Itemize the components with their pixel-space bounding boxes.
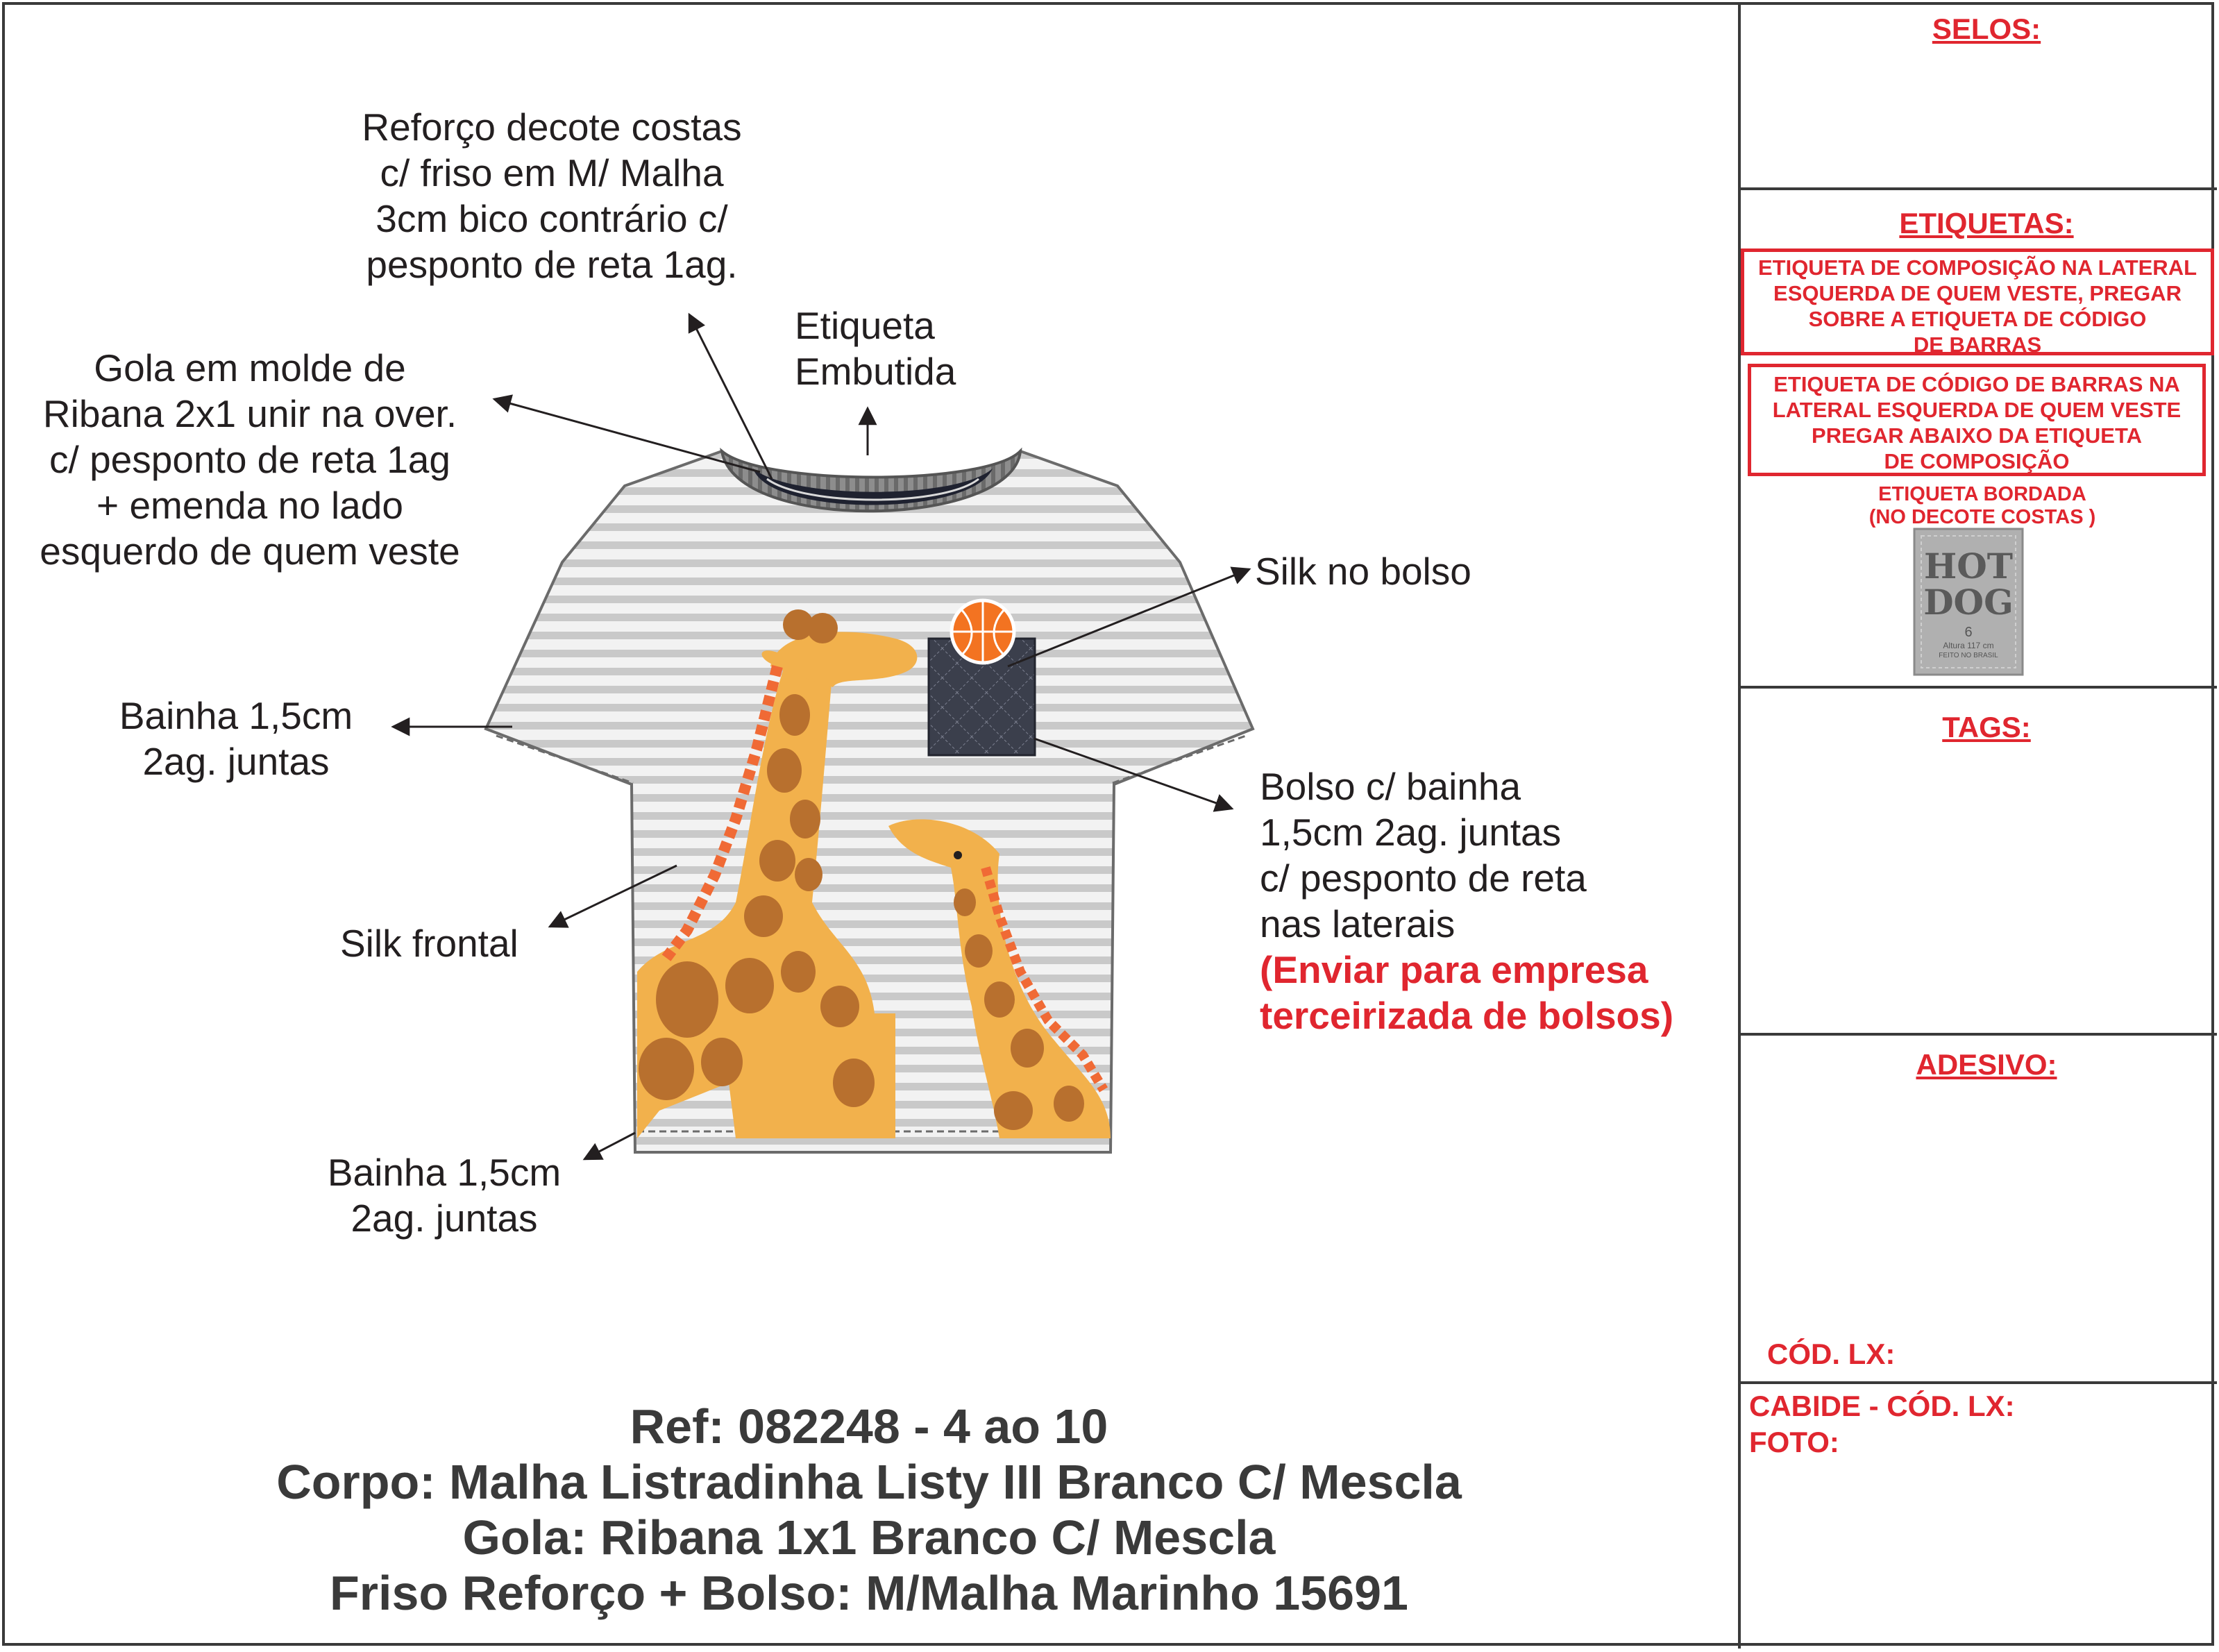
note-etiqueta-embutida — [795, 303, 956, 394]
cabide-label: CABIDE - CÓD. LX: — [1749, 1390, 2015, 1422]
note-line: Ribana 2x1 unir na over. — [42, 392, 457, 435]
note-gola — [21, 345, 479, 574]
note-bainha-barra — [305, 1149, 583, 1241]
arrow-bainha-barra — [584, 1133, 635, 1159]
note-line: nas laterais — [1260, 902, 1456, 945]
box-line: ETIQUETA DE CÓDIGO DE BARRAS NA — [1773, 372, 2180, 396]
note-line: esquerdo de quem veste — [40, 530, 460, 573]
note-line: Embutida — [795, 350, 956, 393]
spec-block — [0, 1399, 1738, 1621]
box-line: ETIQUETA BORDADA — [1878, 483, 2086, 505]
box-line: LATERAL ESQUERDA DE QUEM VESTE — [1772, 398, 2182, 422]
etiqueta-codigo-box — [1748, 364, 2206, 476]
note-line: c/ friso em M/ Malha — [380, 151, 724, 194]
box-line: SOBRE A ETIQUETA DE CÓDIGO — [1808, 307, 2147, 331]
note-line: 3cm bico contrário c/ — [376, 197, 728, 240]
note-line: c/ pesponto de reta — [1260, 857, 1587, 900]
label-brand — [1914, 548, 2023, 621]
spec-gola: Gola: Ribana 1x1 Branco C/ Mescla — [462, 1510, 1276, 1565]
note-line: Bainha 1,5cm — [119, 694, 353, 737]
etiqueta-bordada-note — [1805, 483, 2160, 529]
foto-label: FOTO: — [1749, 1426, 1839, 1458]
label-origin: FEITO NO BRASIL — [1939, 652, 1998, 659]
label-brand-line: HOT — [1923, 546, 2013, 587]
note-line: pesponto de reta 1ag. — [366, 243, 738, 286]
bolso-warning-line: terceirizada de bolsos) — [1260, 994, 1674, 1037]
note-line: Bainha 1,5cm — [327, 1151, 562, 1194]
note-line: Silk no bolso — [1255, 550, 1471, 593]
note-line: Etiqueta — [795, 304, 935, 347]
box-line: (NO DECOTE COSTAS ) — [1868, 506, 2096, 528]
label-size: 6 — [1964, 625, 1973, 640]
note-bolso — [1260, 764, 1673, 1038]
label-height: Altura 117 cm — [1943, 641, 1994, 650]
arrow-reforco — [689, 314, 772, 479]
note-line: Gola em molde de — [94, 346, 406, 389]
spec-ref: Ref: 082248 - 4 ao 10 — [630, 1399, 1108, 1453]
box-line: DE BARRAS — [1913, 332, 2042, 357]
etiqueta-composicao-box — [1741, 248, 2214, 355]
selos-title: SELOS: — [1932, 12, 2041, 45]
note-bainha-manga — [97, 693, 375, 784]
note-reforco — [326, 104, 777, 287]
spec-friso: Friso Reforço + Bolso: M/Malha Marinho 15691 — [330, 1566, 1408, 1620]
note-silk-frontal — [340, 920, 518, 966]
note-line: 2ag. juntas — [351, 1197, 538, 1240]
note-line: Silk frontal — [340, 922, 518, 965]
note-line: c/ pesponto de reta 1ag — [49, 438, 450, 481]
etiquetas-title: ETIQUETAS: — [1899, 207, 2074, 239]
box-line: ESQUERDA DE QUEM VESTE, PREGAR — [1773, 281, 2182, 305]
box-line: DE COMPOSIÇÃO — [1884, 449, 2070, 473]
note-line: 2ag. juntas — [142, 740, 330, 783]
spec-corpo: Corpo: Malha Listradinha Listy III Branco C/ Mescla — [276, 1455, 1462, 1509]
note-line: Bolso c/ bainha — [1260, 765, 1521, 808]
note-silk-bolso — [1255, 548, 1471, 594]
adesivo-title: ADESIVO: — [1916, 1048, 2057, 1081]
bolso-warning-line: (Enviar para empresa — [1260, 948, 1648, 991]
box-line: ETIQUETA DE COMPOSIÇÃO NA LATERAL — [1757, 255, 2197, 280]
cod-lx-label: CÓD. LX: — [1767, 1338, 1896, 1370]
note-line: 1,5cm 2ag. juntas — [1260, 811, 1562, 854]
label-details — [1914, 625, 2023, 661]
box-line: PREGAR ABAIXO DA ETIQUETA — [1812, 423, 2142, 448]
arrow-gola — [494, 399, 760, 472]
tags-title: TAGS: — [1942, 711, 2031, 743]
note-line: + emenda no lado — [96, 484, 403, 527]
note-line: Reforço decote costas — [362, 106, 742, 149]
label-brand-line: DOG — [1923, 582, 2014, 623]
